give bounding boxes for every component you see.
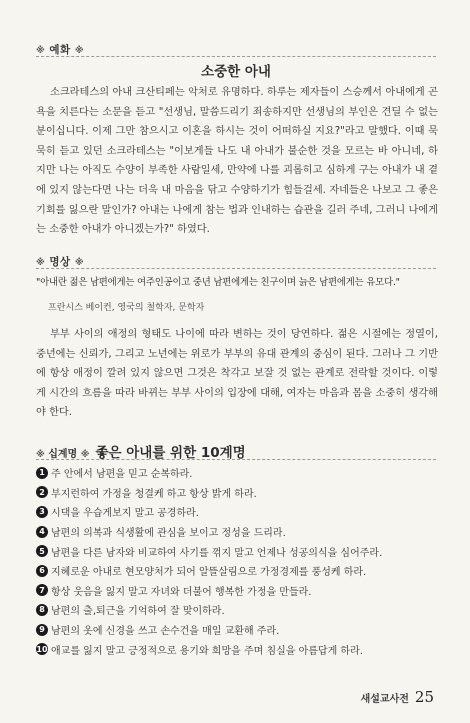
- section-tag-illustration: [36, 42, 84, 57]
- list-item-text: 남편을 다른 남자와 비교하여 사기를 꺾지 말고 언제나 성공의식을 심어주라.: [51, 547, 383, 559]
- asterisk-mark-icon: ※: [36, 450, 45, 460]
- list-item-text: 애교를 잃지 말고 긍정적으로 용기와 희망을 주며 침실을 아름답게 하라.: [51, 645, 363, 657]
- section-tag-label: 명상: [49, 256, 71, 268]
- list-item: [36, 600, 440, 620]
- commandments-header: [36, 441, 246, 461]
- list-item-text: 주 안에서 남편을 믿고 순복하라.: [51, 469, 193, 481]
- list-item: [36, 541, 440, 561]
- asterisk-mark-icon: ※: [80, 450, 90, 460]
- section-divider: [36, 56, 436, 57]
- list-item-text: 남편의 옷에 신경을 쓰고 손수건을 매일 교환해 주라.: [51, 626, 280, 638]
- number-badge-icon: 7: [36, 584, 48, 596]
- book-title: 새설교사전: [360, 694, 409, 705]
- number-badge-icon: 1: [36, 467, 48, 479]
- asterisk-mark-icon: ※: [36, 258, 46, 268]
- list-item: [36, 561, 440, 581]
- section-divider: [36, 459, 436, 460]
- list-item-text: 부지런하여 가정을 청결케 하고 항상 밝게 하라.: [51, 488, 257, 500]
- number-badge-icon: 10: [36, 644, 48, 654]
- list-item: [36, 581, 440, 601]
- number-badge-icon: 3: [36, 506, 48, 518]
- number-badge-icon: 2: [36, 486, 48, 498]
- list-item-text: 지혜로운 아내로 현모양처가 되어 알뜰살림으로 가정경제를 풍성케 하라.: [51, 567, 367, 579]
- number-badge-icon: 5: [36, 545, 48, 557]
- asterisk-mark-icon: ※: [36, 46, 46, 56]
- asterisk-mark-icon: ※: [74, 258, 85, 268]
- page-footer: [361, 688, 434, 706]
- list-item: [36, 620, 440, 640]
- section-tag-commandments: [36, 445, 89, 460]
- commandments-title: 좋은 아내를 위한 10계명: [95, 445, 246, 461]
- commandments-list: [36, 463, 440, 659]
- list-item: [36, 639, 440, 659]
- list-item: [36, 502, 440, 522]
- list-item: [36, 522, 440, 542]
- asterisk-mark-icon: ※: [74, 46, 85, 56]
- list-item: [36, 483, 440, 503]
- list-item-text: 항상 웃음을 잃지 말고 자녀와 더불어 행복한 가정을 만들라.: [51, 586, 312, 598]
- list-item-text: 남편의 출,퇴근을 기억하여 잘 맞이하라.: [51, 606, 225, 618]
- quote-source: 프란시스 베이컨, 영국의 철학자, 문학자: [48, 303, 205, 313]
- section-divider: [36, 268, 436, 269]
- number-badge-icon: 4: [36, 526, 48, 538]
- list-item-text: 시댁을 우습게보지 말고 공경하라.: [51, 508, 199, 520]
- number-badge-icon: 8: [36, 604, 48, 616]
- section-title: 소중한 아내: [201, 64, 271, 80]
- list-item: [36, 463, 440, 483]
- number-badge-icon: 9: [36, 624, 48, 636]
- meditation-paragraph: 부부 사이의 애정의 형태도 나이에 따라 변하는 것이 당연하다. 젊은 시절에는 정열이, 중년에는 신뢰가, 그리고 노년에는 위로가 부부의 유대 관계의 중심이 된다. 그러나 그 기반에 항상 애정이 깔려 있지 않으면 그것은 착각고 보잘 것 없는 관계로 전락할 것이다. 이렇게 시간의 흐름을 따라 바뀌는 부부 사이의 입장에 대해, 여자는 마음과 몸을 소중히 생각해야 한다.: [36, 329, 438, 419]
- quote-text: "아내란 젊은 남편에게는 여주인공이고 중년 남편에게는 친구이며 늙은 남편에게는 유모다.": [36, 277, 400, 288]
- section-tag-label: 십계명: [48, 449, 78, 460]
- section-tag-meditation: [36, 254, 84, 269]
- illustration-paragraph: 소크라테스의 아내 크산티페는 악처로 유명하다. 하루는 제자들이 스승께서 아내에게 곤욕을 치른다는 소문을 듣고 "선생님, 말씀드리기 죄송하지만 선생님의 부인은 견딜 수 없는 분이십니다. 이제 그만 참으시고 이혼을 하시는 것이 어떠하실 지요?"라고 말했다. 이때 묵묵히 듣고 있던 소크라테스는 "이보게들 나도 내 아내가 불순한 것을 모르는 바 아니네, 하지만 나는 아직도 수양이 부족한 사람일세, 만약에 나를 괴롭히고 심하게 구는 아내가 내 곁에 있지 않는다면 나는 더욱 내 마음을 닦고 수양하기가 힘들걸세. 자네들은 나보고 그 좋은 기회를 잃으란 말인가? 아내는 나에게 참는 법과 인내하는 습관을 길러 주네, 그러니 나에게는 소중한 아내가 아니겠는가?" 하였다.: [36, 87, 438, 236]
- section-tag-label: 예화: [49, 44, 71, 56]
- page-number: 25: [414, 688, 434, 706]
- number-badge-icon: 6: [36, 565, 48, 577]
- list-item-text: 남편의 의복과 식생활에 관심을 보이고 정성을 드리라.: [51, 528, 286, 540]
